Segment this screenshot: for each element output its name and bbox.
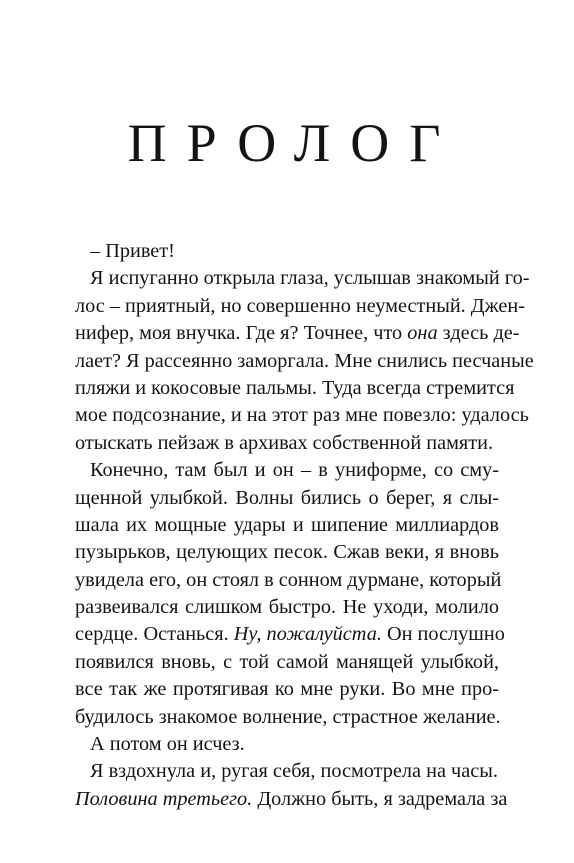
italic-text: она	[407, 322, 438, 345]
text-span: Я испуганно открыла глаза, услышав знакомый го-	[90, 267, 530, 290]
text-line	[75, 758, 499, 785]
text-span: лос – приятный, но совершенно неуместный. Джен-	[75, 294, 526, 317]
text-line	[75, 485, 499, 512]
text-span: увидела его, он стоял в сонном дурмане, который	[75, 568, 502, 591]
text-span: Он послушно	[381, 623, 505, 646]
text-line	[75, 265, 530, 292]
text-span: пузырьков, целующих песок. Сжав веки, я вновь	[75, 541, 499, 564]
text-span: все так же протягивая ко мне руки. Во мне про-	[75, 678, 499, 701]
text-span: Конечно, там был и он – в униформе, со сму-	[90, 459, 499, 482]
text-line	[75, 731, 499, 758]
text-line	[75, 676, 499, 703]
text-span: отыскать пейзаж в архивах собственной памяти.	[75, 431, 494, 454]
text-line	[75, 567, 502, 594]
text-span: здесь де-	[437, 322, 520, 345]
text-line	[75, 704, 499, 731]
text-line	[75, 375, 515, 402]
text-line	[75, 786, 508, 813]
text-span: появился вновь, с той самой манящей улыбкой,	[75, 650, 499, 673]
text-line	[75, 238, 499, 265]
text-span: нифер, моя внучка. Где я? Точнее, что	[75, 322, 408, 345]
text-span: будилось знакомое волнение, страстное желание.	[75, 705, 501, 728]
text-line	[75, 512, 499, 539]
text-span: А потом он исчез.	[90, 733, 245, 756]
text-line	[75, 649, 499, 676]
text-span: щенной улыбкой. Волны бились о берег, я слы-	[75, 486, 499, 509]
text-span: мое подсознание, и на этот раз мне повезло: удалось	[75, 404, 529, 427]
text-span: Я вздохнула и, ругая себя, посмотрела на часы.	[90, 760, 498, 783]
text-span: шала их мощные удары и шипение миллиардов	[75, 513, 499, 536]
text-line	[75, 320, 520, 347]
text-span: развеивался слишком быстро. Не уходи, молило	[75, 596, 499, 619]
text-line	[75, 348, 534, 375]
text-span: – Привет!	[90, 240, 175, 262]
text-line	[75, 621, 505, 648]
italic-text: Ну, пожалуйста.	[233, 623, 382, 646]
prologue-text	[75, 238, 534, 813]
text-span: Должно быть, я задремала за	[252, 787, 508, 810]
text-line	[75, 293, 526, 320]
text-span: сердце. Останься.	[75, 623, 234, 646]
chapter-title: ПРОЛОГ	[127, 113, 461, 173]
italic-text: Половина третьего.	[75, 787, 253, 810]
text-line	[75, 402, 529, 429]
text-line	[75, 457, 499, 484]
text-line	[75, 430, 499, 457]
text-span: пляжи и кокосовые пальмы. Туда всегда стремится	[75, 376, 515, 399]
text-line	[75, 594, 499, 621]
text-line	[75, 539, 499, 566]
text-span: лает? Я рассеянно заморгала. Мне снились песчаные	[75, 349, 534, 372]
